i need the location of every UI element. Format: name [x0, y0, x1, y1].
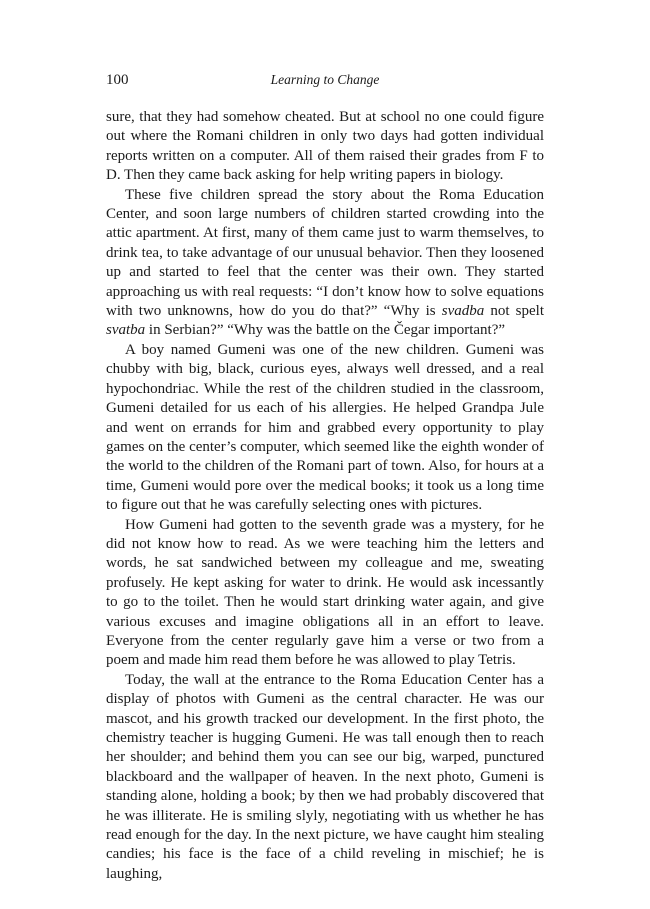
- text-run: not spelt: [484, 303, 544, 320]
- text-run: Today, the wall at the entrance to the Roma Education Center has a display of photos with Gumeni as the central character. He was our mascot, and his growth tracked our development. In the first photo, the chemistry teacher is hugging Gumeni. He was tall enough then to reach her shoulder; and behind them you can see our big, warped, punctured blackboard and the wallpaper of heaven. In the next photo, Gumeni is standing alone, holding a book; by then we had probably discovered that he was illiterate. He is smiling slyly, negotiating with us whether he has read enough for the day. In the next picture, we have caught him stealing candies; his face is the face of a child reveling in mischief; he is laughing,: [106, 671, 544, 882]
- page-header: [0, 70, 650, 90]
- paragraph: [106, 671, 544, 884]
- text-run: sure, that they had somehow cheated. But at school no one could figure out where the Romani children in only two days had gotten individual reports written on a computer. All of them raised their grades from F to D. Then they came back asking for help writing papers in biology.: [106, 109, 544, 184]
- italic-word: svadba: [441, 303, 485, 320]
- text-run: in Serbian?” “Why was the battle on the Čegar important?”: [145, 322, 506, 339]
- text-run: These five children spread the story about the Roma Education Center, and soon large numbers of children started crowding into the attic apartment. At first, many of them came just to warm themselves, to drink tea, to take advantage of our unusual behavior. Then they loosened up and started to feel that the center was their own. They started approaching us with real requests: “I don’t know how to solve equations with two unknowns, how do you do that?” “Why is: [106, 186, 544, 320]
- paragraph: [106, 516, 544, 671]
- paragraph: [106, 186, 544, 341]
- text-run: How Gumeni had gotten to the seventh grade was a mystery, for he did not know how to read. As we were teaching him the letters and words, he sat sandwiched between my colleague and me, sweating profusely. He kept asking for water to drink. He would ask incessantly to go to the toilet. Then he would start drinking water again, and give various excuses and imagine obligations all in an effort to leave. Everyone from the center regularly gave him a verse or two from a poem and made him read them before he was allowed to play Tetris.: [106, 516, 544, 669]
- page-number: 100: [106, 72, 129, 88]
- body-text: [106, 108, 544, 884]
- text-run: A boy named Gumeni was one of the new children. Gumeni was chubby with big, black, curious eyes, always well dressed, and a real hypochondriac. While the rest of the children studied in the classroom, Gumeni detailed for us each of his allergies. He helped Grandpa Jule and went on errands for him and grabbed every opportunity to play games on the center’s computer, which seemed like the eighth wonder of the world to the children of the Romani part of town. Also, for hours at a time, Gumeni would pore over the medical books; it took us a long time to figure out that he was carefully selecting ones with pictures.: [106, 341, 544, 514]
- italic-word: svatba: [106, 322, 146, 339]
- paragraph: [106, 341, 544, 516]
- running-title: Learning to Change: [270, 72, 380, 87]
- paragraph: [106, 108, 544, 186]
